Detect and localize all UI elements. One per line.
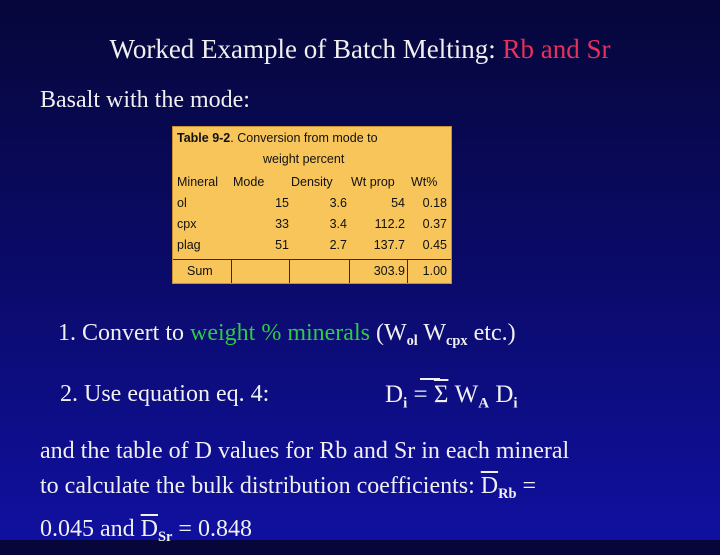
eq-sub-i2: i [513, 395, 518, 412]
sum-row-divider [173, 259, 451, 260]
header-wtpct: Wt% [411, 175, 438, 189]
header-wtprop: Wt prop [351, 175, 395, 189]
sum-divider-4 [407, 259, 408, 283]
eq-d-bulk: D [385, 381, 404, 408]
row-cpx-wtprop: 112.2 [374, 217, 405, 231]
row-ol-wtpct: 0.18 [422, 196, 447, 210]
header-density: Density [291, 175, 333, 189]
header-mineral: Mineral [177, 175, 218, 189]
step-1 [58, 320, 516, 350]
sum-divider-1 [231, 259, 232, 283]
sum-divider-2 [289, 259, 290, 283]
title-accent: Rb and Sr [502, 34, 611, 64]
para-line-1: and the table of D values for Rb and Sr in each mineral [40, 438, 570, 464]
step1-prefix: 1. Convert to [58, 320, 190, 346]
step1-rest: (W [369, 320, 407, 346]
table-caption-text: . Conversion from mode to [230, 131, 378, 145]
row-ol-density: 3.6 [329, 196, 347, 210]
subtitle: Basalt with the mode: [40, 87, 250, 113]
row-ol-wtprop: 54 [391, 196, 405, 210]
eq-sub-i: i [403, 395, 408, 412]
row-plag-wtprop: 137.7 [373, 238, 405, 252]
row-cpx-density: 3.4 [329, 217, 347, 231]
sum-wtpct: 1.00 [422, 264, 447, 278]
step1-sub-ol: ol [406, 333, 418, 350]
row-cpx-mode: 33 [275, 217, 289, 231]
step1-suffix: etc.) [467, 320, 516, 346]
row-ol-mode: 15 [275, 196, 289, 210]
table-caption-line2: weight percent [263, 152, 345, 166]
para-line-2 [40, 469, 690, 512]
table-caption-number: Table 9-2 [177, 131, 231, 145]
row-plag-density: 2.7 [329, 238, 347, 252]
row-ol-mineral: ol [177, 196, 187, 210]
row-plag-mineral: plag [177, 238, 201, 252]
eq-overbar [420, 378, 440, 380]
eq-sub-a: A [478, 395, 490, 412]
step-2: 2. Use equation eq. 4: [60, 381, 270, 407]
row-cpx-wtpct: 0.37 [422, 217, 447, 231]
para-line3-value: = 0.848 [172, 516, 252, 543]
para-line2-equals: = [516, 473, 537, 499]
d-sr-symbol: $\overline{D}$ [140, 516, 158, 543]
para-line2-text: to calculate the bulk distribution coefficients: [40, 473, 481, 499]
bulk-d-equation [385, 381, 518, 412]
sum-label: Sum [187, 264, 213, 278]
step1-highlight: weight % minerals [190, 320, 370, 346]
eq-d-mineral: D [489, 381, 514, 408]
d-sr-sub: Sr [158, 529, 173, 546]
slide-title [0, 34, 720, 65]
eq-equals: = [407, 381, 434, 408]
header-mode: Mode [233, 175, 265, 189]
table-caption [177, 131, 378, 145]
para-line3-text: 0.045 and [40, 516, 141, 543]
row-plag-mode: 51 [275, 238, 289, 252]
d-rb-symbol: $\overline{D}$ [480, 473, 499, 499]
explanation-paragraph [40, 434, 690, 555]
d-rb-sub: Rb [498, 486, 517, 503]
row-plag-wtpct: 0.45 [422, 238, 447, 252]
eq-w: W [448, 381, 479, 408]
step1-mid: W [417, 320, 447, 346]
title-main: Worked Example of Batch Melting: [109, 34, 496, 64]
eq-sigma: $\overline{\Sigma}$ [433, 381, 449, 408]
step1-sub-cpx: cpx [446, 333, 468, 350]
sum-divider-3 [349, 259, 350, 283]
sum-wtprop: 303.9 [373, 264, 405, 278]
para-line-3 [40, 512, 690, 555]
row-cpx-mineral: cpx [177, 217, 197, 231]
mode-conversion-table [172, 126, 452, 284]
